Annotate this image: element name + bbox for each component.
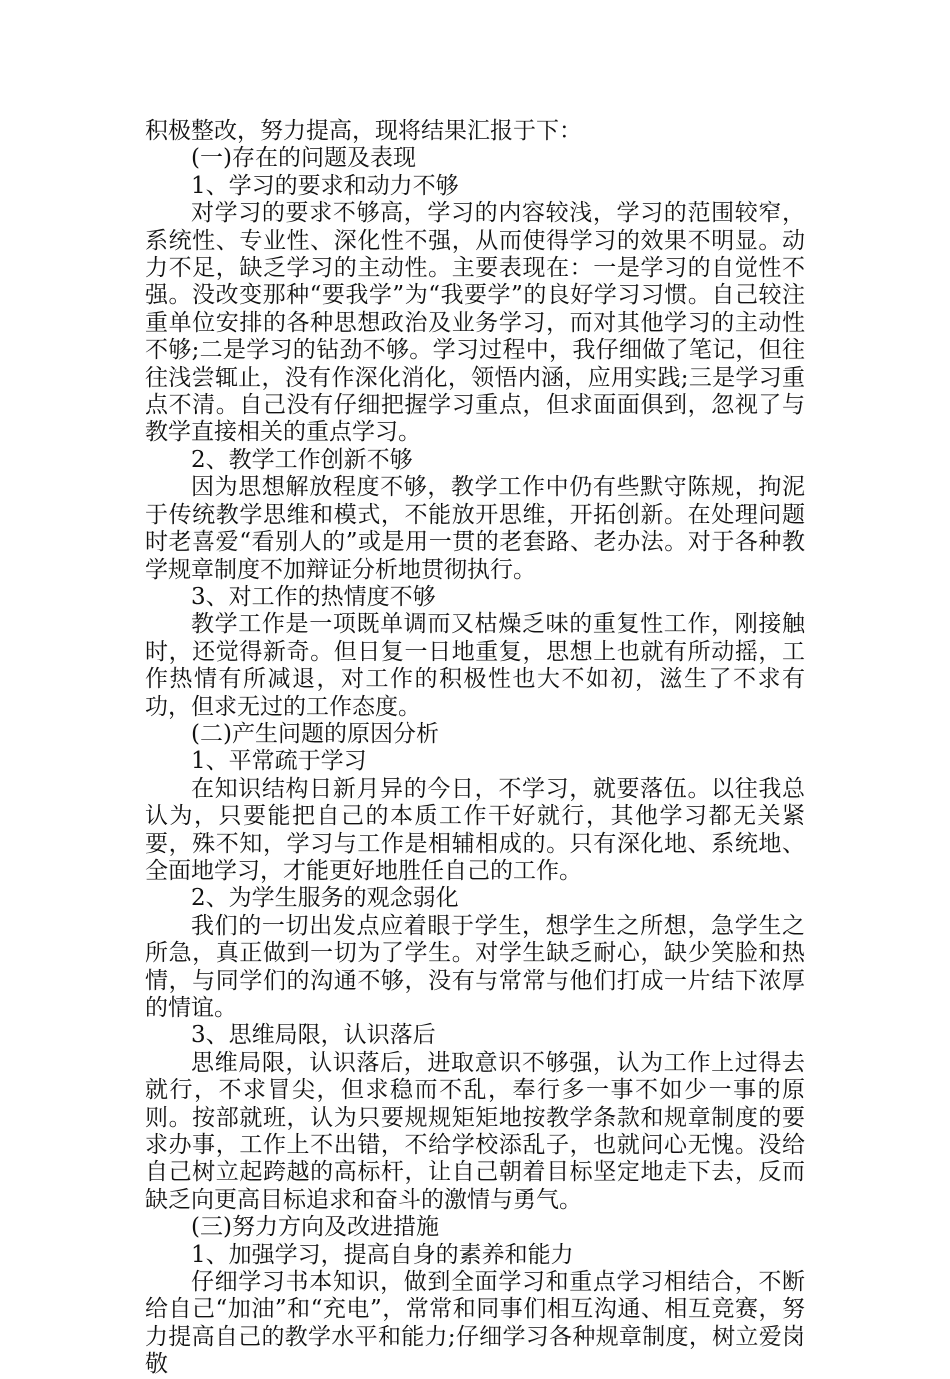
paragraph: 1、加强学习，提高自身的素养和能力 xyxy=(191,1241,574,1268)
paragraph: 3、对工作的热情度不够 xyxy=(191,583,436,610)
paragraph: 2、教学工作创新不够 xyxy=(191,446,413,473)
paragraph: (一)存在的问题及表现 xyxy=(191,145,416,172)
paragraph: 1、学习的要求和动力不够 xyxy=(191,172,459,199)
paragraph: 1、平常疏于学习 xyxy=(191,748,367,775)
paragraph: 在知识结构日新月异的今日，不学习，就要落伍。以往我总认为，只要能把自己的本质工作干好就行，其他学习都无关紧要，殊不知，学习与工作是相辅相成的。只有深化地、系统地、全面地学习，才能更好地胜任自己的工作。 xyxy=(145,775,805,884)
paragraph: 思维局限，认识落后，进取意识不够强，认为工作上过得去就行，不求冒尖，但求稳而不乱，奉行多一事不如少一事的原则。按部就班，认为只要规规矩矩地按教学条款和规章制度的要求办事，工作上不出错，不给学校添乱子，也就问心无愧。没给自己树立起跨越的高标杆，让自己朝着目标坚定地走下去，反而缺乏向更高目标追求和奋斗的激情与勇气。 xyxy=(145,1049,805,1213)
paragraph: 对学习的要求不够高，学习的内容较浅，学习的范围较窄，系统性、专业性、深化性不强，从而使得学习的效果不明显。动力不足，缺乏学习的主动性。主要表现在：一是学习的自觉性不强。没改变那种“要我学”为“我要学”的良好学习习惯。自己较注重单位安排的各种思想政治及业务学习，而对其他学习的主动性不够;二是学习的钻劲不够。学习过程中，我仔细做了笔记，但往往浅尝辄止，没有作深化消化，领悟内涵，应用实践;三是学习重点不清。自己没有仔细把握学习重点，但求面面俱到，忽视了与教学直接相关的重点学习。 xyxy=(145,200,805,446)
paragraph: (三)努力方向及改进措施 xyxy=(191,1214,439,1241)
paragraph: (二)产生问题的原因分析 xyxy=(191,720,439,747)
paragraph: 我们的一切出发点应着眼于学生，想学生之所想，急学生之所急，真正做到一切为了学生。对学生缺乏耐心，缺少笑脸和热情，与同学们的沟通不够，没有与常常与他们打成一片结下浓厚的情谊。 xyxy=(145,912,805,1021)
paragraph: 因为思想解放程度不够，教学工作中仍有些默守陈规，拘泥于传统教学思维和模式，不能放开思维，开拓创新。在处理问题时老喜爱“看别人的”或是用一贯的老套路、老办法。对于各种教学规章制度不加辩证分析地贯彻执行。 xyxy=(145,474,805,583)
paragraph: 2、为学生服务的观念弱化 xyxy=(191,885,459,912)
paragraph: 3、思维局限，认识落后 xyxy=(191,1022,436,1049)
paragraph: 积极整改，努力提高，现将结果汇报于下： xyxy=(145,118,582,144)
paragraph: 教学工作是一项既单调而又枯燥乏味的重复性工作，刚接触时，还觉得新奇。但日复一日地重复，思想上也就有所动摇，工作热情有所减退，对工作的积极性也大不如初，滋生了不求有功，但求无过的工作态度。 xyxy=(145,611,805,720)
paragraph: 仔细学习书本知识，做到全面学习和重点学习相结合，不断给自己“加油”和“充电”，常常和同事们相互沟通、相互竞赛，努力提高自己的教学水平和能力;仔细学习各种规章制度，树立爱岗敬 xyxy=(145,1269,805,1378)
document-body xyxy=(145,118,805,1379)
